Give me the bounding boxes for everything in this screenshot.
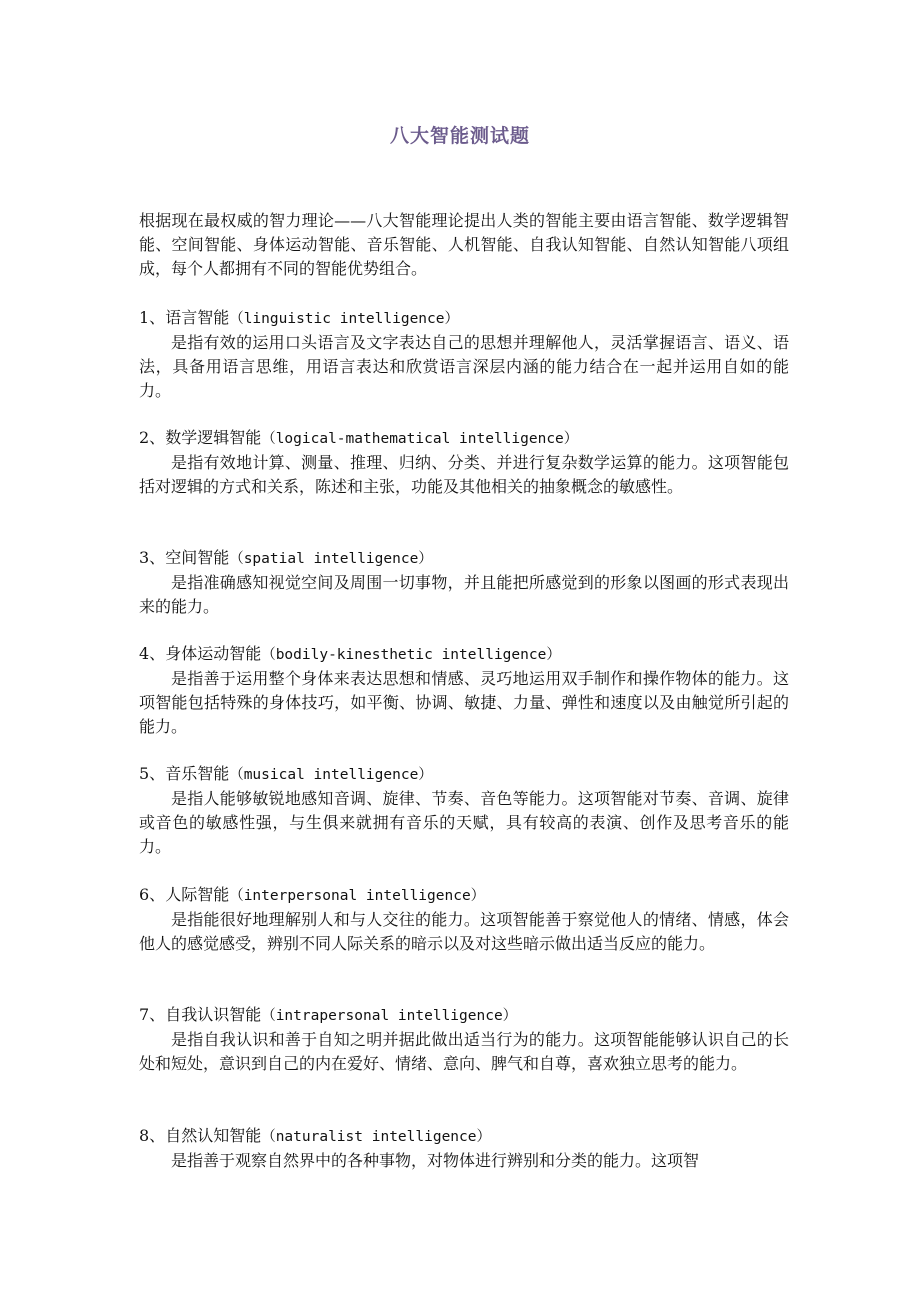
section-logical-mathematical <box>139 426 789 499</box>
section-name: 自然认知智能 <box>165 1126 262 1145</box>
section-number: 8、 <box>139 1126 166 1145</box>
section-musical <box>139 762 789 859</box>
section-body: 是指有效地计算、测量、推理、归纳、分类、并进行复杂数学运算的能力。这项智能包括对逻辑的方式和关系，陈述和主张，功能及其他相关的抽象概念的敏感性。 <box>139 453 789 496</box>
section-number: 1、 <box>139 308 166 327</box>
section-heading <box>139 883 789 908</box>
section-name: 人际智能 <box>165 885 230 904</box>
section-spatial <box>139 546 789 619</box>
section-body: 是指自我认识和善于自知之明并据此做出适当行为的能力。这项智能能够认识自己的长处和短处，意识到自己的内在爱好、情绪、意向、脾气和自尊，喜欢独立思考的能力。 <box>139 1030 789 1073</box>
section-body: 是指人能够敏锐地感知音调、旋律、节奏、音色等能力。这项智能对节奏、音调、旋律或音色的敏感性强，与生俱来就拥有音乐的天赋，具有较高的表演、创作及思考音乐的能力。 <box>139 789 789 856</box>
section-name: 数学逻辑智能 <box>165 428 262 447</box>
section-heading <box>139 642 789 667</box>
section-heading <box>139 1124 789 1149</box>
section-bodily-kinesthetic <box>139 642 789 739</box>
section-name: 语言智能 <box>165 308 230 327</box>
section-english-name: （intrapersonal intelligence） <box>261 1008 518 1024</box>
section-english-name: （musical intelligence） <box>229 767 433 783</box>
section-english-name: （bodily-kinesthetic intelligence） <box>261 647 561 663</box>
section-name: 身体运动智能 <box>165 644 262 663</box>
section-body: 是指有效的运用口头语言及文字表达自己的思想并理解他人，灵活掌握语言、语义、语法，具备用语言思维，用语言表达和欣赏语言深层内涵的能力结合在一起并运用自如的能力。 <box>139 333 789 400</box>
section-body: 是指善于运用整个身体来表达思想和情感、灵巧地运用双手制作和操作物体的能力。这项智能包括特殊的身体技巧，如平衡、协调、敏捷、力量、弹性和速度以及由触觉所引起的能力。 <box>139 669 789 736</box>
section-number: 7、 <box>139 1005 166 1024</box>
section-body: 是指能很好地理解别人和与人交往的能力。这项智能善于察觉他人的情绪、情感，体会他人的感觉感受，辨别不同人际关系的暗示以及对这些暗示做出适当反应的能力。 <box>139 910 789 953</box>
section-heading <box>139 1003 789 1028</box>
section-number: 6、 <box>139 885 166 904</box>
intro-paragraph: 根据现在最权威的智力理论——八大智能理论提出人类的智能主要由语言智能、数学逻辑智能、空间智能、身体运动智能、音乐智能、人机智能、自我认知智能、自然认知智能八项组成，每个人都拥有不同的智能优势组合。 <box>139 211 789 278</box>
section-name: 音乐智能 <box>165 764 230 783</box>
section-naturalist <box>139 1124 789 1173</box>
section-body: 是指准确感知视觉空间及周围一切事物，并且能把所感觉到的形象以图画的形式表现出来的能力。 <box>139 573 789 616</box>
section-english-name: （spatial intelligence） <box>229 551 433 567</box>
section-interpersonal <box>139 883 789 956</box>
section-name: 空间智能 <box>165 548 230 567</box>
section-number: 3、 <box>139 548 166 567</box>
section-number: 5、 <box>139 764 166 783</box>
section-intrapersonal <box>139 1003 789 1076</box>
section-heading <box>139 762 789 787</box>
section-number: 4、 <box>139 644 166 663</box>
section-body: 是指善于观察自然界中的各种事物，对物体进行辨别和分类的能力。这项智 <box>171 1151 700 1170</box>
section-english-name: （naturalist intelligence） <box>261 1129 491 1145</box>
section-name: 自我认识智能 <box>165 1005 262 1024</box>
section-english-name: （interpersonal intelligence） <box>229 888 486 904</box>
section-heading <box>139 306 789 331</box>
section-heading <box>139 546 789 571</box>
section-english-name: （logical-mathematical intelligence） <box>261 431 579 447</box>
page-title: 八大智能测试题 <box>389 125 530 147</box>
section-number: 2、 <box>139 428 166 447</box>
section-linguistic <box>139 306 789 403</box>
section-english-name: （linguistic intelligence） <box>229 311 459 327</box>
section-heading <box>139 426 789 451</box>
